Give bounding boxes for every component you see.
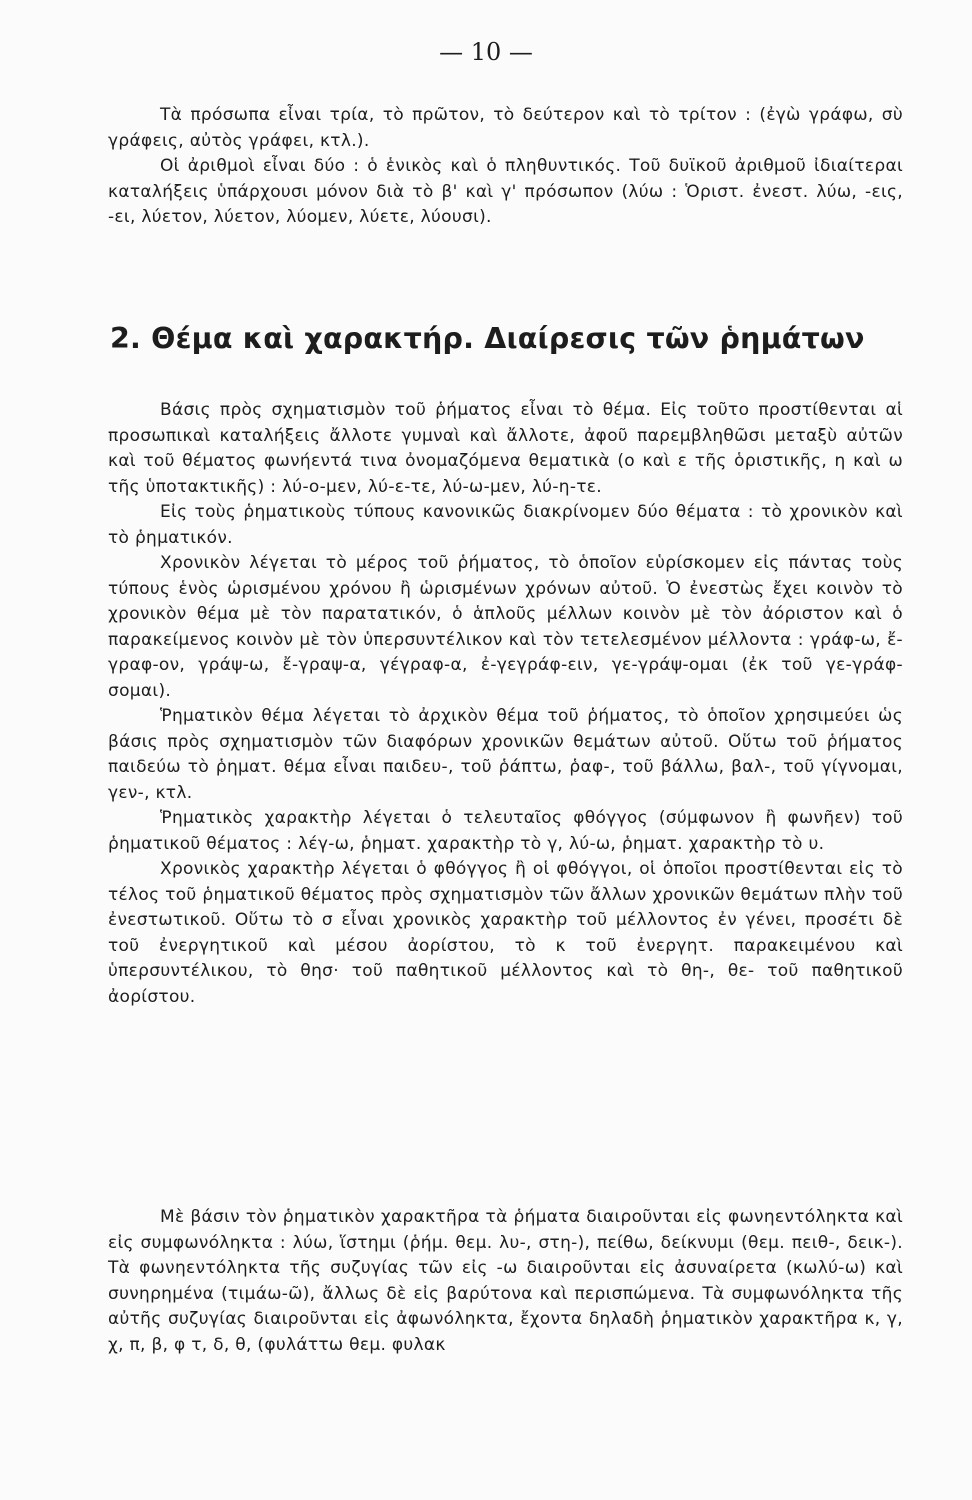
- page-number: — 10 —: [439, 38, 533, 66]
- section-heading: 2. Θέμα καὶ χαρακτήρ. Διαίρεσις τῶν ῥημάτων: [110, 322, 865, 355]
- section-1-text: [108, 103, 903, 231]
- paragraph: Ῥηματικὸν θέμα λέγεται τὸ ἀρχικὸν θέμα τοῦ ῥήματος, τὸ ὁποῖον χρησιμεύει ὡς βάσις πρὸς σχηματισμὸν τῶν διαφόρων χρονικῶν θεμάτων αὐτοῦ. Οὕτω τοῦ ῥήματος παιδεύω τὸ ῥηματ. θέμα εἶναι παιδευ-, τοῦ ῥάπτω, ῥαφ-, τοῦ βάλλω, βαλ-, τοῦ γίγνομαι, γεν-, κτλ.: [108, 706, 903, 803]
- paragraph: Χρονικὸν λέγεται τὸ μέρος τοῦ ῥήματος, τὸ ὁποῖον εὑρίσκομεν εἰς πάντας τοὺς τύπους ἑνὸς ὡρισμένου χρόνου ἢ ὡρισμένων χρόνων αὐτοῦ. Ὁ ἐνεστὼς ἔχει κοινὸν τὸ χρονικὸν θέμα μὲ τὸν παρατατικόν, ὁ ἁπλοῦς μέλλων κοινὸν μὲ τὸν ἀόριστον καὶ ὁ παρακείμενος κοινὸν μὲ τὸν ὑπερσυντέλικον καὶ τὸν τετελεσμένον μέλλοντα : γράφ-ω, ἔ-γραφ-ον, γράψ-ω, ἔ-γραψ-α, γέγραφ-α, ἐ-γεγράφ-ειν, γε-γράψ-ομαι (ἐκ τοῦ γε-γράφ-σομαι).: [108, 553, 903, 701]
- paragraph: Μὲ βάσιν τὸν ῥηματικὸν χαρακτῆρα τὰ ῥήματα διαιροῦνται εἰς φωνηεντόληκτα καὶ εἰς συμφωνόληκτα : λύω, ἵστημι (ῥήμ. θεμ. λυ-, στη-), πείθω, δείκνυμι (θεμ. πειθ-, δεικ-). Τὰ φωνηεντόληκτα τῆς συζυγίας τῶν εἰς -ω διαιροῦνται εἰς ἀσυναίρετα (κωλύ-ω) καὶ συνηρημένα (τιμάω-ῶ), ἄλλως δὲ εἰς βαρύτονα καὶ περισπώμενα. Τὰ συμφωνόληκτα τῆς αὐτῆς συζυγίας διαιροῦνται εἰς ἀφωνόληκτα, ἔχοντα δηλαδὴ ῥηματικὸν χαρακτῆρα κ, γ, χ, π, β, φ τ, δ, θ, (φυλάττω θεμ. φυλακ: [108, 1207, 903, 1355]
- paragraph: Χρονικὸς χαρακτὴρ λέγεται ὁ φθόγγος ἢ οἱ φθόγγοι, οἱ ὁποῖοι προστίθενται εἰς τὸ τέλος τοῦ ῥηματικοῦ θέματος πρὸς σχηματισμὸν τῶν ἄλλων χρονικῶν θεμάτων πλὴν τοῦ ἐνεστωτικοῦ. Οὕτω τὸ σ εἶναι χρονικὸς χαρακτὴρ τοῦ μέλλοντος ἐν γένει, προσέτι δὲ τοῦ ἐνεργητικοῦ καὶ μέσου ἀορίστου, τὸ κ τοῦ ἐνεργητ. παρακειμένου καὶ ὑπερσυντέλικου, τὸ θησ· τοῦ παθητικοῦ μέλλοντος καὶ τὸ θη-, θε- τοῦ παθητικοῦ ἀορίστου.: [108, 859, 903, 1007]
- section-2-text: [108, 398, 903, 1010]
- section-3-text: [108, 1205, 903, 1358]
- paragraph: Βάσις πρὸς σχηματισμὸν τοῦ ῥήματος εἶναι τὸ θέμα. Εἰς τοῦτο προστίθενται αἱ προσωπικαὶ καταλήξεις ἄλλοτε γυμναὶ καὶ ἄλλοτε, ἀφοῦ παρεμβληθῶσι μεταξὺ αὐτῶν καὶ τοῦ θέματος φωνήεντά τινα ὀνομαζόμενα θεματικὰ (ο καὶ ε τῆς ὁριστικῆς, η καὶ ω τῆς ὑποτακτικῆς) : λύ-ο-μεν, λύ-ε-τε, λύ-ω-μεν, λύ-η-τε.: [108, 400, 903, 497]
- paragraph: Τὰ πρόσωπα εἶναι τρία, τὸ πρῶτον, τὸ δεύτερον καὶ τὸ τρίτον : (ἐγὼ γράφω, σὺ γράφεις, αὐτὸς γράφει, κτλ.).: [108, 105, 903, 151]
- paragraph: Οἱ ἀριθμοὶ εἶναι δύο : ὁ ἑνικὸς καὶ ὁ πληθυντικός. Τοῦ δυϊκοῦ ἀριθμοῦ ἰδιαίτεραι καταλήξεις ὑπάρχουσι μόνον διὰ τὸ β' καὶ γ' πρόσωπον (λύω : Ὁριστ. ἐνεστ. λύω, -εις, -ει, λύετον, λύετον, λύομεν, λύετε, λύουσι).: [108, 156, 903, 227]
- paragraph: Ῥηματικὸς χαρακτὴρ λέγεται ὁ τελευταῖος φθόγγος (σύμφωνον ἢ φωνῆεν) τοῦ ῥηματικοῦ θέματος : λέγ-ω, ῥηματ. χαρακτὴρ τὸ γ, λύ-ω, ῥηματ. χαρακτὴρ τὸ υ.: [108, 808, 903, 854]
- paragraph: Εἰς τοὺς ῥηματικοὺς τύπους κανονικῶς διακρίνομεν δύο θέματα : τὸ χρονικὸν καὶ τὸ ῥηματικόν.: [108, 502, 903, 548]
